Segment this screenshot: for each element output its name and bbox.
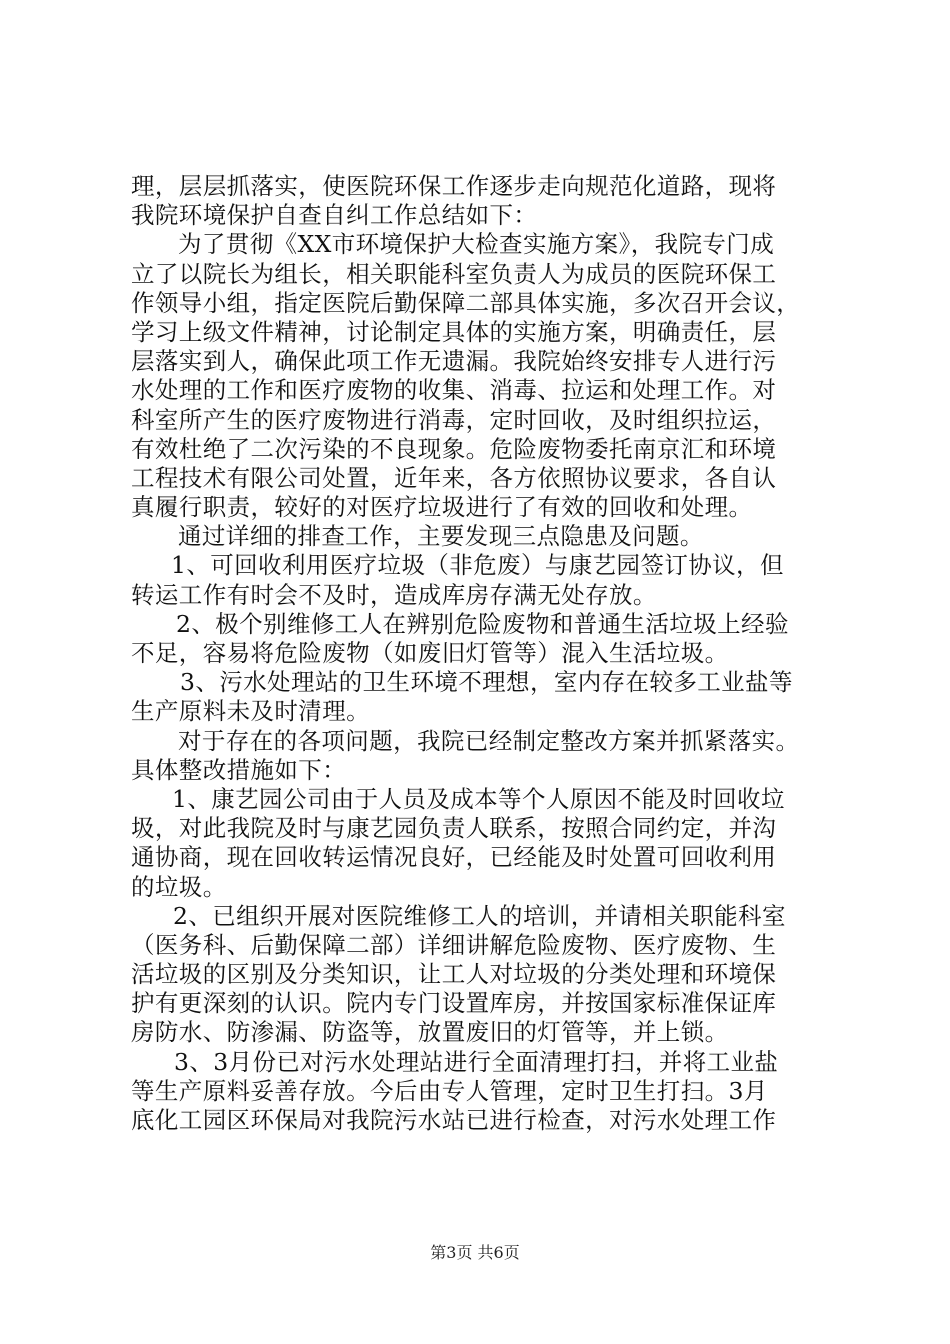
text-line: 作领导小组，指定医院后勤保障二部具体实施，多次召开会议， xyxy=(131,288,801,317)
text-line: 的垃圾。 xyxy=(131,872,227,901)
text-line: 科室所产生的医疗废物进行消毒，定时回收，及时组织拉运， xyxy=(131,405,777,434)
text-line: 真履行职责，较好的对医疗垃圾进行了有效的回收和处理。 xyxy=(131,493,753,522)
text-line: 底化工园区环保局对我院污水站已进行检查，对污水处理工作 xyxy=(131,1106,777,1134)
text-line: 通协商，现在回收转运情况良好，已经能及时处置可回收利用 xyxy=(131,843,777,872)
text-line: 2、极个别维修工人在辨别危险废物和普通生活垃圾上经验 xyxy=(176,609,789,638)
text-line: 立了以院长为组长，相关职能科室负责人为成员的医院环保工 xyxy=(131,259,777,288)
text-line: 工程技术有限公司处置，近年来，各方依照协议要求，各自认 xyxy=(131,463,777,492)
text-line: 水处理的工作和医疗废物的收集、消毒、拉运和处理工作。对 xyxy=(131,376,777,405)
body-text xyxy=(131,172,831,1135)
text-line: 生产原料未及时清理。 xyxy=(131,697,370,726)
text-line: 3、3月份已对污水处理站进行全面清理打扫，并将工业盐 xyxy=(174,1047,779,1076)
text-line: 房防水、防渗漏、防盗等，放置废旧的灯管等，并上锁。 xyxy=(131,1018,729,1047)
text-line: 具体整改措施如下： xyxy=(131,755,347,784)
text-line: 不足，容易将危险废物（如废旧灯管等）混入生活垃圾。 xyxy=(131,639,729,667)
text-line: 层落实到人，确保此项工作无遗漏。我院始终安排专人进行污 xyxy=(131,347,777,376)
text-line: 为了贯彻《XX市环境保护大检查实施方案》，我院专门成 xyxy=(178,230,775,259)
text-line: 2、已组织开展对医院维修工人的培训，并请相关职能科室 xyxy=(173,901,786,930)
text-line: 等生产原料妥善存放。今后由专人管理，定时卫生打扫。3月 xyxy=(131,1076,768,1105)
text-line: 对于存在的各项问题，我院已经制定整改方案并抓紧落实。 xyxy=(178,726,800,755)
text-line: 活垃圾的区别及分类知识，让工人对垃圾的分类处理和环境保 xyxy=(131,960,777,989)
text-line: 学习上级文件精神，讨论制定具体的实施方案，明确责任，层 xyxy=(131,317,777,346)
text-line: 圾，对此我院及时与康艺园负责人联系，按照合同约定，并沟 xyxy=(131,814,777,843)
text-line: 通过详细的排查工作，主要发现三点隐患及问题。 xyxy=(178,522,704,551)
text-line: 3、污水处理站的卫生环境不理想，室内存在较多工业盐等 xyxy=(180,668,793,697)
page-number-footer: 第3页 共6页 xyxy=(430,1243,520,1262)
text-line: （医务科、后勤保障二部）详细讲解危险废物、医疗废物、生 xyxy=(131,930,777,959)
text-line: 有效杜绝了二次污染的不良现象。危险废物委托南京汇和环境 xyxy=(131,434,777,463)
text-line: 1、可回收利用医疗垃圾（非危废）与康艺园签订协议，但 xyxy=(171,551,784,580)
text-line: 1、康艺园公司由于人员及成本等个人原因不能及时回收垃 xyxy=(172,784,785,813)
text-line: 转运工作有时会不及时，造成库房存满无处存放。 xyxy=(131,580,657,609)
text-line: 护有更深刻的认识。院内专门设置库房，并按国家标准保证库 xyxy=(131,989,777,1018)
text-line: 我院环境保护自查自纠工作总结如下： xyxy=(131,201,538,230)
text-line: 理，层层抓落实，使医院环保工作逐步走向规范化道路，现将 xyxy=(131,172,777,200)
